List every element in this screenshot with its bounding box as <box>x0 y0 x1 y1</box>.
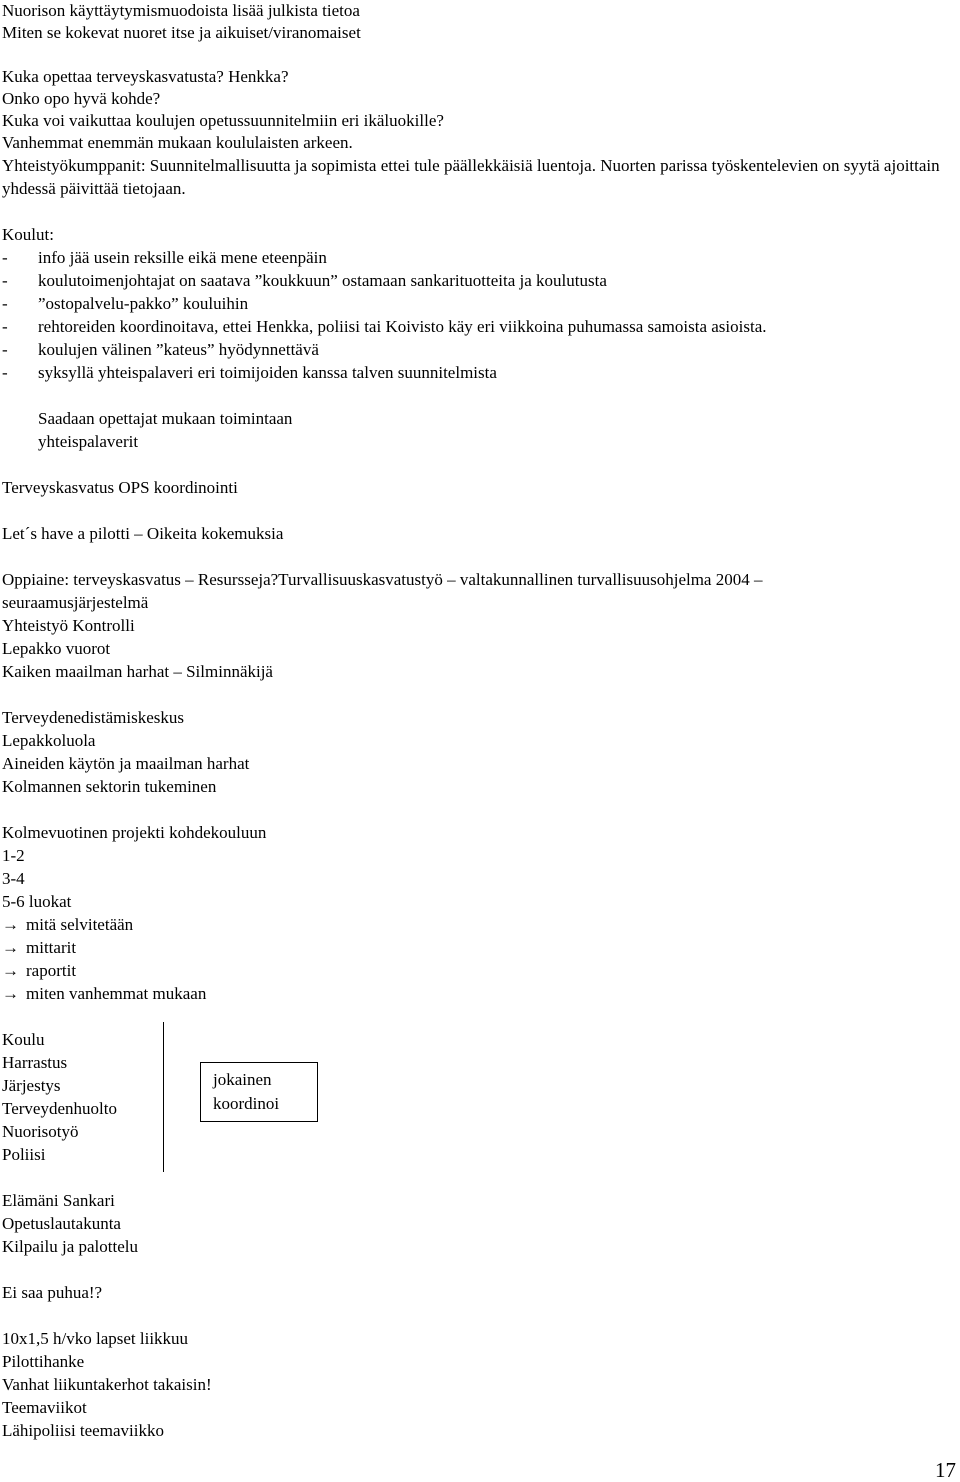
arrow-item: → mitä selvitetään <box>2 915 134 934</box>
actor-item: Harrastus <box>2 1053 68 1072</box>
misc-line: Teemaviikot <box>2 1398 87 1417</box>
misc-line: Opetuslautakunta <box>2 1214 121 1233</box>
subject-line: seuraamusjärjestelmä <box>2 593 149 612</box>
list-item: - koulujen välinen ”kateus” hyödynnettävä <box>2 340 319 359</box>
misc-line: 10x1,5 h/vko lapset liikkuu <box>2 1329 189 1348</box>
misc-line: Elämäni Sankari <box>2 1191 115 1210</box>
misc-line: Vanhat liikuntakerhot takaisin! <box>2 1375 212 1394</box>
actors-group <box>2 1028 952 1166</box>
intro-block <box>2 0 952 44</box>
subject-line: Yhteistyö Kontrolli <box>2 616 135 635</box>
arrow-item: → raportit <box>2 961 77 980</box>
list-item: - koulutoimenjohtajat on saatava ”koukkuun” ostamaan sankarituotteita ja koulutusta <box>2 271 607 290</box>
grade-line: 3-4 <box>2 869 25 888</box>
list-item: - ”ostopalvelu-pakko” kouluihin <box>2 294 249 313</box>
schools-list <box>2 246 952 384</box>
intro-line: Nuorison käyttäytymismuodoista lisää julkista tietoa <box>2 1 360 20</box>
center-line: Kolmannen sektorin tukeminen <box>2 777 217 796</box>
arrow-right-icon: → <box>2 984 19 1003</box>
ops-line: Terveyskasvatus OPS koordinointi <box>2 478 238 497</box>
indented-line: yhteispalaverit <box>38 432 139 451</box>
actor-item: Nuorisotyö <box>2 1122 79 1141</box>
question-line: Kuka opettaa terveyskasvatusta? Henkka? <box>2 67 289 86</box>
misc-line: Kilpailu ja palottelu <box>2 1237 138 1256</box>
misc-line: Pilottihanke <box>2 1352 85 1371</box>
questions-block <box>2 66 952 154</box>
actor-item: Terveydenhuolto <box>2 1099 117 1118</box>
indented-line: Saadaan opettajat mukaan toimintaan <box>38 409 293 428</box>
partners-paragraph: Yhteistyökumppanit: Suunnitelmallisuutta ja sopimista ettei tule päällekkäisiä luentoja. Nuorten parissa työskentelevien on syytä ajoittain yhdessä päivittää tietojaan. <box>2 156 940 198</box>
arrow-right-icon: → <box>2 915 19 934</box>
schools-heading: Koulut: <box>2 225 54 244</box>
question-line: Vanhemmat enemmän mukaan koululaisten arkeen. <box>2 133 353 152</box>
actor-item: Koulu <box>2 1030 45 1049</box>
bracket-line <box>163 1022 164 1172</box>
actor-item: Järjestys <box>2 1076 61 1095</box>
coordinate-box <box>200 1062 318 1122</box>
box-line: koordinoi <box>213 1094 280 1113</box>
list-item: - rehtoreiden koordinoitava, ettei Henkka, poliisi tai Koivisto käy eri viikkoina puhumassa samoista asioista. <box>2 317 767 336</box>
subject-line: Lepakko vuorot <box>2 639 111 658</box>
arrow-right-icon: → <box>2 961 19 980</box>
question-line: Onko opo hyvä kohde? <box>2 89 161 108</box>
arrow-item: → miten vanhemmat mukaan <box>2 984 207 1003</box>
page-number: 17 <box>935 1458 956 1482</box>
list-item: - info jää usein reksille eikä mene eteenpäin <box>2 248 327 267</box>
center-line: Lepakkoluola <box>2 731 96 750</box>
question-line: Kuka voi vaikuttaa koulujen opetussuunnitelmiin eri ikäluokille? <box>2 111 444 130</box>
ei-saa-line: Ei saa puhua!? <box>2 1283 103 1302</box>
grade-line: 1-2 <box>2 846 25 865</box>
grade-line: 5-6 luokat <box>2 892 72 911</box>
box-line: jokainen <box>213 1070 272 1089</box>
subject-line: Oppiaine: terveyskasvatus – Resursseja?Turvallisuuskasvatustyö – valtakunnallinen turvallisuusohjelma 2004 – <box>2 570 763 589</box>
intro-line: Miten se kokevat nuoret itse ja aikuiset/viranomaiset <box>2 23 361 42</box>
project-title: Kolmevuotinen projekti kohdekouluun <box>2 823 267 842</box>
arrow-item: → mittarit <box>2 938 77 957</box>
center-line: Terveydenedistämiskeskus <box>2 708 184 727</box>
document-page <box>2 0 952 1442</box>
actor-item: Poliisi <box>2 1145 46 1164</box>
misc-line: Lähipoliisi teemaviikko <box>2 1421 164 1440</box>
list-item: - syksyllä yhteispalaveri eri toimijoiden kanssa talven suunnitelmista <box>2 363 497 382</box>
subject-line: Kaiken maailman harhat – Silminnäkijä <box>2 662 273 681</box>
arrow-right-icon: → <box>2 938 19 957</box>
pilot-line: Let´s have a pilotti – Oikeita kokemuksia <box>2 524 284 543</box>
center-line: Aineiden käytön ja maailman harhat <box>2 754 250 773</box>
